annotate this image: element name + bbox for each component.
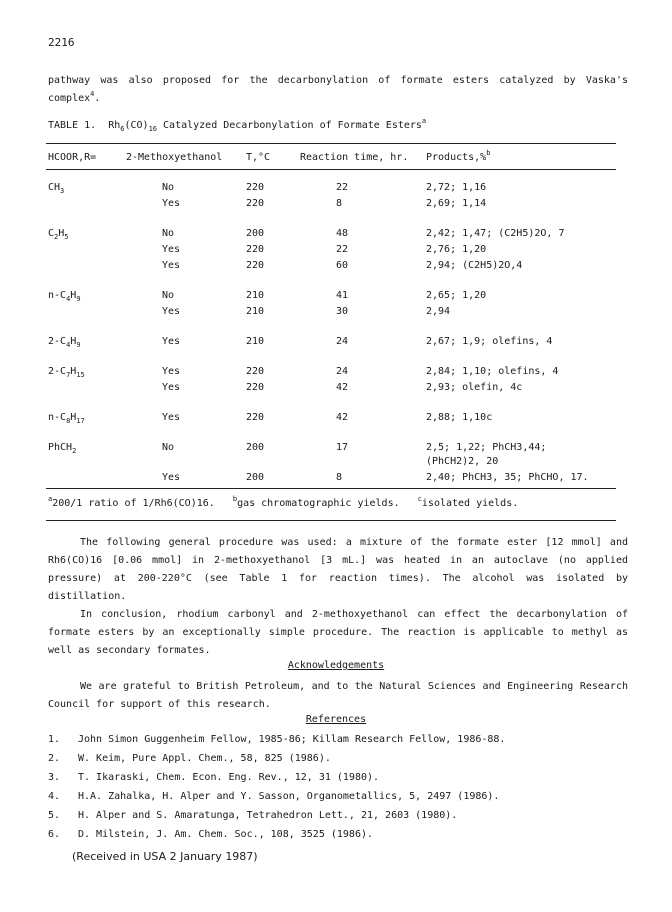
intro-text: pathway was also proposed for the decarbonylation of formate esters catalyzed by Vaska's complex (48, 75, 628, 104)
acknowledgements-heading-text: Acknowledgements (287, 660, 385, 671)
solvent-cell: No (162, 228, 175, 239)
table-top-rule (46, 143, 616, 144)
products-cell: 2,67; 1,9; olefins, 4 (426, 336, 553, 347)
table-label: TABLE 1. (48, 120, 97, 131)
temperature-cell: 210 (246, 290, 265, 301)
footnote-b: gas chromatographic yields. (237, 498, 400, 509)
intro-paragraph: pathway was also proposed for the decarbonylation of formate esters catalyzed by Vaska's complex$^4$. (48, 75, 628, 104)
footnote-mark-b: b (232, 495, 238, 503)
temperature-cell: 220 (246, 182, 265, 193)
caption-sub: 16 (148, 125, 158, 133)
temperature-cell: 220 (246, 260, 265, 271)
products-cell: 2,76; 1,20 (426, 244, 487, 255)
reaction-time-cell: 24 (336, 336, 349, 347)
ester-r-group: $CH_3$ (48, 182, 65, 195)
conclusion-paragraph: In conclusion, rhodium carbonyl and 2-methoxyethanol can effect the decarbonylation of formate esters by an exceptionally simple procedure. The reaction is applicable to methyl as well as secondary formates. (48, 609, 628, 656)
temperature-cell: 210 (246, 336, 265, 347)
acknowledgements-text: We are grateful to British Petroleum, and to the Natural Sciences and Engineering Research Council for support of this research. (48, 681, 628, 710)
solvent-cell: Yes (162, 412, 181, 423)
ester-r-group: PhCH$_2$ (48, 442, 77, 455)
table-caption (48, 117, 427, 133)
reaction-time-cell: 42 (336, 412, 349, 423)
temperature-cell: 210 (246, 306, 265, 317)
ester-r-group: $n-C_8H_{17}$ (48, 412, 85, 425)
procedure-paragraph: The following general procedure was used: a mixture of the formate ester [12 mmol] and Rh6(CO)16 [0.06 mmol] in 2-methoxyethanol [3 mL.] was heated in an autoclave (no applied pressure) at 200-220°C (see Table 1 for reaction times). The alcohol was isolated by distillation. (48, 537, 628, 602)
caption-rh: Rh (108, 120, 121, 131)
products-cell: 2,65; 1,20 (426, 290, 487, 301)
reference-text: H. Alper and S. Amaratunga, Tetrahedron Lett., 21, 2603 (1980). (78, 810, 458, 821)
table-header-rule (46, 169, 616, 170)
solvent-cell: Yes (162, 472, 181, 483)
temperature-cell: 220 (246, 412, 265, 423)
ester-r-group: $2-C_4H_9$ (48, 336, 81, 349)
products-cell: 2,72; 1,16 (426, 182, 487, 193)
products-cell: 2,5; 1,22; PhCH3,44; (426, 442, 547, 453)
reaction-time-cell: 30 (336, 306, 349, 317)
products-cell: 2,93; olefin, 4c (426, 382, 523, 393)
caption-co: (CO) (124, 120, 149, 131)
reference-number: 5. (48, 810, 61, 821)
ester-r-group: $C_2H_5$ (48, 228, 69, 241)
footnote-mark-c: c (417, 495, 422, 503)
solvent-cell: Yes (162, 336, 181, 347)
footnote-c: isolated yields. (421, 498, 519, 509)
footnote-rule (46, 520, 616, 521)
reference-number: 2. (48, 753, 61, 764)
caption-footnote-mark: a (421, 117, 427, 125)
header-time: Reaction time, hr. (300, 152, 409, 163)
temperature-cell: 220 (246, 366, 265, 377)
table-footnotes (48, 495, 519, 509)
products-cell: 2,42; 1,47; (C2H5)2O, 7 (426, 228, 565, 239)
references-heading (0, 714, 672, 725)
caption-text: Catalyzed Decarbonylation of Formate Esters (157, 120, 422, 131)
header-r: HCOOR,R= (48, 152, 97, 163)
acknowledgements-heading (0, 660, 672, 671)
ester-r-group: $n-C_4H_9$ (48, 290, 81, 303)
solvent-cell: Yes (162, 382, 181, 393)
reaction-time-cell: 42 (336, 382, 349, 393)
solvent-cell: Yes (162, 244, 181, 255)
ester-r-group: $2-C_7H_{15}$ (48, 366, 85, 379)
reaction-time-cell: 60 (336, 260, 349, 271)
reaction-time-cell: 22 (336, 244, 349, 255)
products-cell: 2,94; (C2H5)2O,4 (426, 260, 523, 271)
header-solvent: 2-Methoxyethanol (126, 152, 223, 163)
received-note: (Received in USA 2 January 1987) (72, 850, 258, 863)
products-cell: 2,88; 1,10c (426, 412, 493, 423)
temperature-cell: 200 (246, 228, 265, 239)
reference-number: 3. (48, 772, 61, 783)
reaction-time-cell: 41 (336, 290, 349, 301)
reference-text: John Simon Guggenheim Fellow, 1985-86; Killam Research Fellow, 1986-88. (78, 734, 506, 745)
solvent-cell: Yes (162, 260, 181, 271)
header-products-mark: b (486, 149, 491, 157)
table-bottom-rule (46, 488, 616, 489)
footnote-a: 200/1 ratio of 1/Rh6(CO)16. (52, 498, 215, 509)
page-number: 2216 (48, 36, 75, 49)
products-cell: 2,94 (426, 306, 451, 317)
temperature-cell: 220 (246, 244, 265, 255)
products-cell: 2,84; 1,10; olefins, 4 (426, 366, 559, 377)
solvent-cell: Yes (162, 198, 181, 209)
reference-text: W. Keim, Pure Appl. Chem., 58, 825 (1986). (78, 753, 331, 764)
header-temp: T,°C (246, 152, 271, 163)
products-cell-continued: (PhCH2)2, 20 (426, 456, 499, 467)
reference-number: 1. (48, 734, 61, 745)
reaction-time-cell: 8 (336, 472, 343, 483)
intro-ref: 4 (90, 90, 95, 98)
reference-text: H.A. Zahalka, H. Alper and Y. Sasson, Organometallics, 5, 2497 (1986). (78, 791, 500, 802)
products-cell: 2,40; PhCH3, 35; PhCHO, 17. (426, 472, 589, 483)
solvent-cell: No (162, 442, 175, 453)
reaction-time-cell: 17 (336, 442, 349, 453)
reference-text: T. Ikaraski, Chem. Econ. Eng. Rev., 12, 31 (1980). (78, 772, 380, 783)
footnote-mark-a: a (48, 495, 53, 503)
products-cell: 2,69; 1,14 (426, 198, 487, 209)
solvent-cell: Yes (162, 306, 181, 317)
reaction-time-cell: 8 (336, 198, 343, 209)
temperature-cell: 200 (246, 472, 265, 483)
reaction-time-cell: 22 (336, 182, 349, 193)
reference-text: D. Milstein, J. Am. Chem. Soc., 108, 3525 (1986). (78, 829, 374, 840)
caption-sub: 6 (120, 125, 125, 133)
references-heading-text: References (305, 714, 367, 725)
temperature-cell: 220 (246, 382, 265, 393)
solvent-cell: No (162, 182, 175, 193)
reference-number: 4. (48, 791, 61, 802)
reference-number: 6. (48, 829, 61, 840)
temperature-cell: 220 (246, 198, 265, 209)
header-products-label: Products,% (426, 152, 487, 163)
temperature-cell: 200 (246, 442, 265, 453)
solvent-cell: No (162, 290, 175, 301)
solvent-cell: Yes (162, 366, 181, 377)
header-products (426, 149, 491, 163)
reaction-time-cell: 24 (336, 366, 349, 377)
reaction-time-cell: 48 (336, 228, 349, 239)
